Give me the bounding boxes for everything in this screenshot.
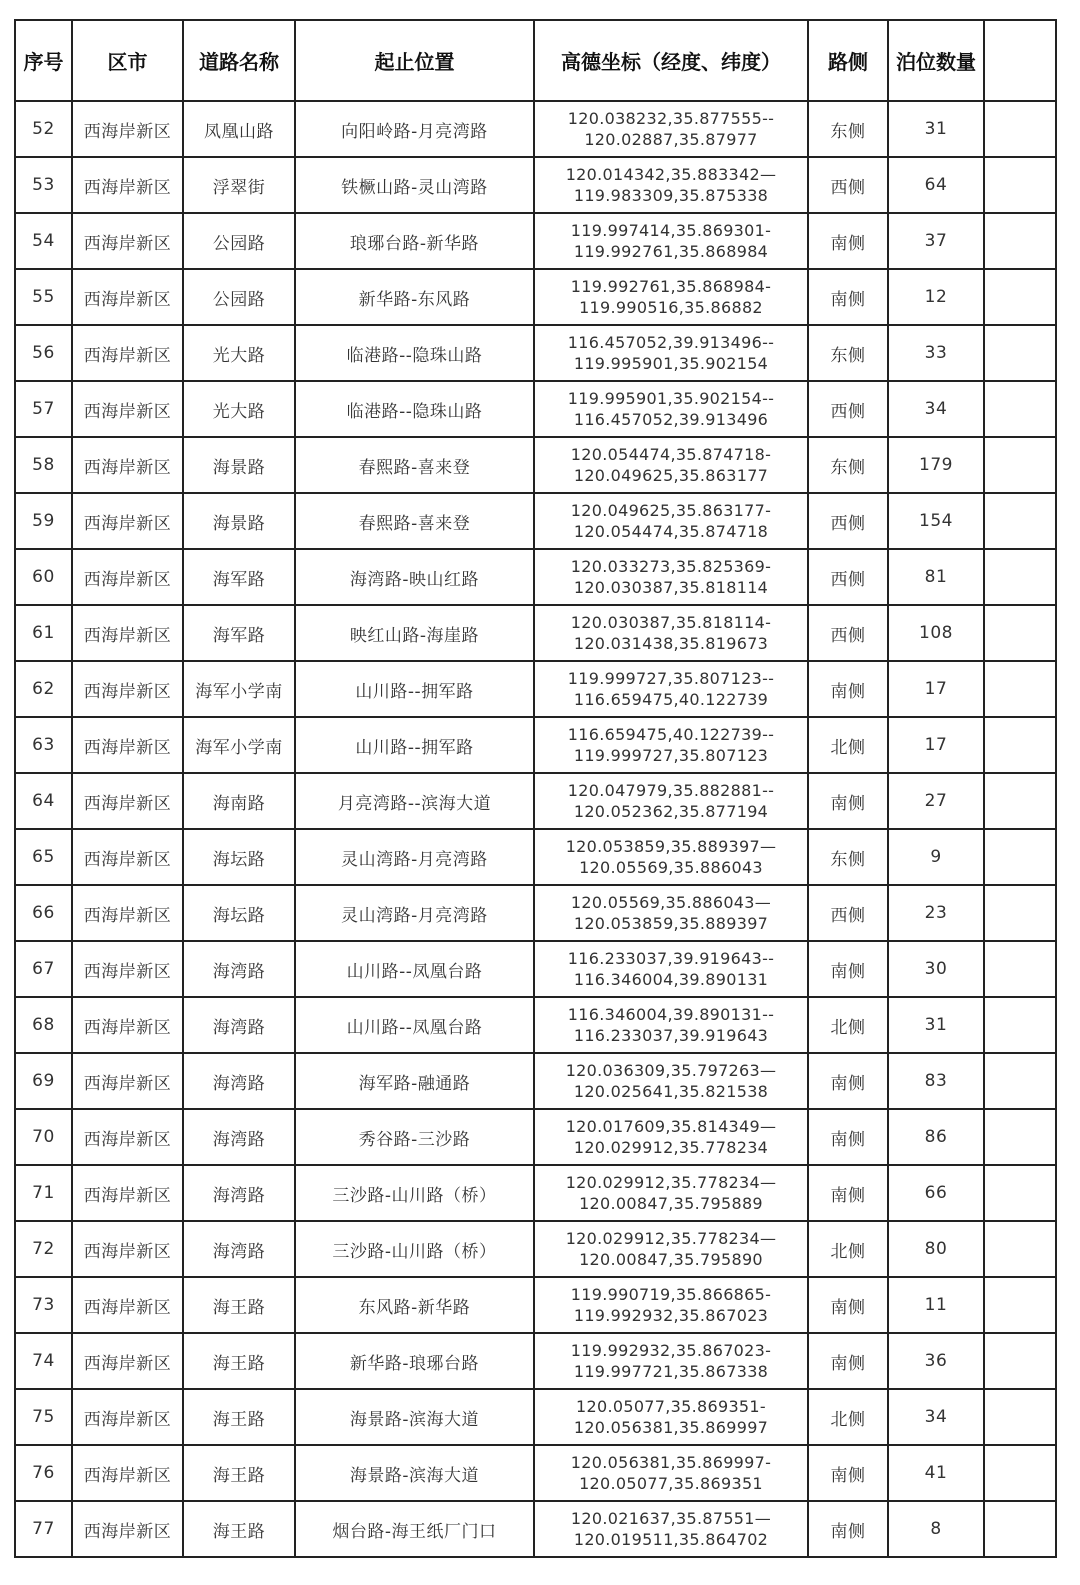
district-cell: 西海岸新区: [72, 717, 183, 773]
start-end-location-cell: 灵山湾路-月亮湾路: [295, 829, 534, 885]
start-end-location-cell: 秀谷路-三沙路: [295, 1109, 534, 1165]
start-coordinate: 120.05077,35.869351-: [576, 1397, 766, 1416]
district-cell: 西海岸新区: [72, 941, 183, 997]
road-side-cell: 东侧: [808, 829, 888, 885]
road-name-cell: 凤凰山路: [183, 101, 295, 157]
serial-number-cell: 70: [15, 1109, 72, 1165]
end-coordinate: 120.02887,35.87977: [584, 130, 758, 149]
table-row: [15, 829, 1056, 885]
end-coordinate: 119.995901,35.902154: [573, 354, 769, 373]
start-coordinate: 120.047979,35.882881--: [567, 781, 775, 800]
table-row: [15, 493, 1056, 549]
end-coordinate: 120.056381,35.869997: [573, 1418, 769, 1437]
table-row: [15, 157, 1056, 213]
start-coordinate: 116.457052,39.913496--: [567, 333, 775, 352]
berth-count-cell: 179: [888, 437, 984, 493]
road-side-cell: 西侧: [808, 885, 888, 941]
end-coordinate: 120.054474,35.874718: [573, 522, 769, 541]
serial-number-cell: 76: [15, 1445, 72, 1501]
berth-count-cell: 154: [888, 493, 984, 549]
road-side-cell: 西侧: [808, 605, 888, 661]
road-name-cell: 海湾路: [183, 1221, 295, 1277]
coordinates-cell: [534, 1277, 808, 1333]
table-row: [15, 997, 1056, 1053]
end-coordinate: 120.029912,35.778234: [573, 1138, 769, 1157]
start-end-location-cell: 山川路--拥军路: [295, 717, 534, 773]
start-end-location-cell: 山川路--凤凰台路: [295, 997, 534, 1053]
coordinates-cell: [534, 1053, 808, 1109]
table-row: [15, 717, 1056, 773]
district-cell: 西海岸新区: [72, 157, 183, 213]
end-coordinate: 116.659475,40.122739: [573, 690, 769, 709]
road-side-cell: 西侧: [808, 493, 888, 549]
road-side-cell: 南侧: [808, 1277, 888, 1333]
berth-count-cell: 17: [888, 661, 984, 717]
end-coordinate: 120.05569,35.886043: [579, 858, 763, 877]
blank-cell: [984, 1389, 1056, 1445]
start-end-location-cell: 春熙路-喜来登: [295, 493, 534, 549]
berth-count-cell: 80: [888, 1221, 984, 1277]
district-cell: 西海岸新区: [72, 773, 183, 829]
blank-cell: [984, 829, 1056, 885]
berth-count-cell: 17: [888, 717, 984, 773]
road-side-cell: 南侧: [808, 269, 888, 325]
blank-cell: [984, 717, 1056, 773]
road-side-cell: 西侧: [808, 549, 888, 605]
blank-cell: [984, 493, 1056, 549]
end-coordinate: 120.053859,35.889397: [573, 914, 769, 933]
road-name-cell: 海军路: [183, 605, 295, 661]
serial-number-cell: 66: [15, 885, 72, 941]
start-end-location-cell: 新华路-东风路: [295, 269, 534, 325]
blank-cell: [984, 773, 1056, 829]
start-coordinate: 119.997414,35.869301-: [570, 221, 772, 240]
serial-number-cell: 71: [15, 1165, 72, 1221]
blank-cell: [984, 325, 1056, 381]
start-end-location-cell: 山川路--凤凰台路: [295, 941, 534, 997]
berth-count-cell: 9: [888, 829, 984, 885]
table-row: [15, 1389, 1056, 1445]
header-berth-count: 泊位数量: [888, 20, 984, 101]
road-side-cell: 南侧: [808, 213, 888, 269]
start-coordinate: 119.992761,35.868984-: [570, 277, 772, 296]
end-coordinate: 120.030387,35.818114: [573, 578, 769, 597]
district-cell: 西海岸新区: [72, 605, 183, 661]
road-name-cell: 海王路: [183, 1277, 295, 1333]
blank-cell: [984, 661, 1056, 717]
district-cell: 西海岸新区: [72, 493, 183, 549]
road-side-cell: 北侧: [808, 1221, 888, 1277]
district-cell: 西海岸新区: [72, 1165, 183, 1221]
table-row: [15, 1109, 1056, 1165]
start-coordinate: 120.049625,35.863177-: [570, 501, 772, 520]
road-side-cell: 南侧: [808, 1501, 888, 1557]
berth-count-cell: 36: [888, 1333, 984, 1389]
serial-number-cell: 75: [15, 1389, 72, 1445]
serial-number-cell: 58: [15, 437, 72, 493]
berth-count-cell: 66: [888, 1165, 984, 1221]
berth-count-cell: 11: [888, 1277, 984, 1333]
serial-number-cell: 65: [15, 829, 72, 885]
start-coordinate: 120.033273,35.825369-: [570, 557, 772, 576]
start-coordinate: 119.992932,35.867023-: [570, 1341, 772, 1360]
district-cell: 西海岸新区: [72, 381, 183, 437]
berth-count-cell: 34: [888, 381, 984, 437]
coordinates-cell: [534, 885, 808, 941]
coordinates-cell: [534, 773, 808, 829]
road-side-cell: 南侧: [808, 661, 888, 717]
end-coordinate: 120.00847,35.795890: [579, 1250, 763, 1269]
road-name-cell: 海湾路: [183, 941, 295, 997]
berth-count-cell: 41: [888, 1445, 984, 1501]
coordinates-cell: [534, 1389, 808, 1445]
serial-number-cell: 57: [15, 381, 72, 437]
coordinates-cell: [534, 1109, 808, 1165]
district-cell: 西海岸新区: [72, 1333, 183, 1389]
road-name-cell: 海南路: [183, 773, 295, 829]
blank-cell: [984, 941, 1056, 997]
road-name-cell: 海坛路: [183, 885, 295, 941]
blank-cell: [984, 1165, 1056, 1221]
road-name-cell: 海景路: [183, 493, 295, 549]
road-side-cell: 南侧: [808, 1445, 888, 1501]
berth-count-cell: 23: [888, 885, 984, 941]
district-cell: 西海岸新区: [72, 1053, 183, 1109]
end-coordinate: 116.233037,39.919643: [573, 1026, 769, 1045]
road-side-cell: 东侧: [808, 325, 888, 381]
road-side-cell: 南侧: [808, 1333, 888, 1389]
start-coordinate: 116.346004,39.890131--: [567, 1005, 775, 1024]
road-name-cell: 光大路: [183, 381, 295, 437]
road-side-cell: 东侧: [808, 437, 888, 493]
berth-count-cell: 8: [888, 1501, 984, 1557]
serial-number-cell: 55: [15, 269, 72, 325]
start-end-location-cell: 山川路--拥军路: [295, 661, 534, 717]
end-coordinate: 119.999727,35.807123: [573, 746, 769, 765]
district-cell: 西海岸新区: [72, 1109, 183, 1165]
start-coordinate: 120.056381,35.869997-: [570, 1453, 772, 1472]
end-coordinate: 119.997721,35.867338: [573, 1362, 769, 1381]
blank-cell: [984, 605, 1056, 661]
serial-number-cell: 68: [15, 997, 72, 1053]
end-coordinate: 119.983309,35.875338: [573, 186, 769, 205]
table-row: [15, 437, 1056, 493]
district-cell: 西海岸新区: [72, 1445, 183, 1501]
coordinates-cell: [534, 325, 808, 381]
blank-cell: [984, 1333, 1056, 1389]
start-end-location-cell: 映红山路-海崖路: [295, 605, 534, 661]
district-cell: 西海岸新区: [72, 1389, 183, 1445]
table-row: [15, 773, 1056, 829]
road-name-cell: 海湾路: [183, 1109, 295, 1165]
end-coordinate: 119.992932,35.867023: [573, 1306, 769, 1325]
road-name-cell: 海湾路: [183, 1053, 295, 1109]
berth-count-cell: 30: [888, 941, 984, 997]
district-cell: 西海岸新区: [72, 661, 183, 717]
blank-cell: [984, 381, 1056, 437]
end-coordinate: 119.990516,35.86882: [579, 298, 763, 317]
end-coordinate: 120.049625,35.863177: [573, 466, 769, 485]
blank-cell: [984, 437, 1056, 493]
parking-table-container: [14, 19, 1057, 1558]
road-side-cell: 北侧: [808, 717, 888, 773]
road-side-cell: 南侧: [808, 1053, 888, 1109]
coordinates-cell: [534, 1165, 808, 1221]
berth-count-cell: 31: [888, 101, 984, 157]
coordinates-cell: [534, 661, 808, 717]
start-coordinate: 120.021637,35.87551—: [570, 1509, 772, 1528]
district-cell: 西海岸新区: [72, 829, 183, 885]
road-side-cell: 南侧: [808, 1165, 888, 1221]
start-coordinate: 120.036309,35.797263—: [565, 1061, 777, 1080]
start-coordinate: 116.233037,39.919643--: [567, 949, 775, 968]
header-blank: [984, 20, 1056, 101]
berth-count-cell: 12: [888, 269, 984, 325]
road-name-cell: 海王路: [183, 1445, 295, 1501]
table-row: [15, 1221, 1056, 1277]
serial-number-cell: 52: [15, 101, 72, 157]
coordinates-cell: [534, 1333, 808, 1389]
district-cell: 西海岸新区: [72, 1501, 183, 1557]
road-name-cell: 公园路: [183, 269, 295, 325]
start-coordinate: 120.053859,35.889397—: [565, 837, 777, 856]
start-end-location-cell: 临港路--隐珠山路: [295, 325, 534, 381]
start-coordinate: 116.659475,40.122739--: [567, 725, 775, 744]
district-cell: 西海岸新区: [72, 325, 183, 381]
end-coordinate: 119.992761,35.868984: [573, 242, 769, 261]
header-road-side: 路侧: [808, 20, 888, 101]
road-name-cell: 海坛路: [183, 829, 295, 885]
table-row: [15, 381, 1056, 437]
road-name-cell: 公园路: [183, 213, 295, 269]
coordinates-cell: [534, 605, 808, 661]
serial-number-cell: 61: [15, 605, 72, 661]
road-name-cell: 海军小学南: [183, 717, 295, 773]
header-amap-coordinates: 高德坐标（经度、纬度）: [534, 20, 808, 101]
serial-number-cell: 67: [15, 941, 72, 997]
header-serial-number: 序号: [15, 20, 72, 101]
start-coordinate: 120.014342,35.883342—: [565, 165, 777, 184]
berth-count-cell: 86: [888, 1109, 984, 1165]
coordinates-cell: [534, 213, 808, 269]
start-coordinate: 119.990719,35.866865-: [570, 1285, 772, 1304]
blank-cell: [984, 1109, 1056, 1165]
coordinates-cell: [534, 1445, 808, 1501]
header-start-end-location: 起止位置: [295, 20, 534, 101]
end-coordinate: 120.05077,35.869351: [579, 1474, 763, 1493]
serial-number-cell: 72: [15, 1221, 72, 1277]
start-end-location-cell: 三沙路-山川路（桥）: [295, 1221, 534, 1277]
berth-count-cell: 83: [888, 1053, 984, 1109]
coordinates-cell: [534, 829, 808, 885]
blank-cell: [984, 885, 1056, 941]
district-cell: 西海岸新区: [72, 213, 183, 269]
table-row: [15, 605, 1056, 661]
district-cell: 西海岸新区: [72, 1277, 183, 1333]
table-row: [15, 885, 1056, 941]
start-coordinate: 120.029912,35.778234—: [565, 1229, 777, 1248]
end-coordinate: 120.052362,35.877194: [573, 802, 769, 821]
blank-cell: [984, 213, 1056, 269]
blank-cell: [984, 157, 1056, 213]
table-header-row: [15, 20, 1056, 101]
start-end-location-cell: 铁橛山路-灵山湾路: [295, 157, 534, 213]
berth-count-cell: 81: [888, 549, 984, 605]
table-row: [15, 101, 1056, 157]
parking-berth-table: [14, 19, 1057, 1558]
blank-cell: [984, 1277, 1056, 1333]
start-end-location-cell: 新华路-琅琊台路: [295, 1333, 534, 1389]
serial-number-cell: 60: [15, 549, 72, 605]
blank-cell: [984, 1053, 1056, 1109]
coordinates-cell: [534, 493, 808, 549]
table-row: [15, 325, 1056, 381]
serial-number-cell: 56: [15, 325, 72, 381]
start-end-location-cell: 海景路-滨海大道: [295, 1445, 534, 1501]
berth-count-cell: 34: [888, 1389, 984, 1445]
road-name-cell: 浮翠街: [183, 157, 295, 213]
road-name-cell: 海王路: [183, 1389, 295, 1445]
blank-cell: [984, 549, 1056, 605]
road-side-cell: 东侧: [808, 101, 888, 157]
start-end-location-cell: 临港路--隐珠山路: [295, 381, 534, 437]
serial-number-cell: 53: [15, 157, 72, 213]
road-side-cell: 南侧: [808, 941, 888, 997]
start-end-location-cell: 三沙路-山川路（桥）: [295, 1165, 534, 1221]
blank-cell: [984, 1221, 1056, 1277]
road-side-cell: 南侧: [808, 773, 888, 829]
start-end-location-cell: 海军路-融通路: [295, 1053, 534, 1109]
road-name-cell: 光大路: [183, 325, 295, 381]
table-row: [15, 213, 1056, 269]
start-coordinate: 120.054474,35.874718-: [570, 445, 772, 464]
district-cell: 西海岸新区: [72, 437, 183, 493]
coordinates-cell: [534, 1501, 808, 1557]
district-cell: 西海岸新区: [72, 997, 183, 1053]
district-cell: 西海岸新区: [72, 549, 183, 605]
start-end-location-cell: 烟台路-海王纸厂门口: [295, 1501, 534, 1557]
start-coordinate: 120.05569,35.886043—: [570, 893, 772, 912]
berth-count-cell: 27: [888, 773, 984, 829]
start-coordinate: 119.999727,35.807123--: [567, 669, 775, 688]
coordinates-cell: [534, 157, 808, 213]
start-coordinate: 120.017609,35.814349—: [565, 1117, 777, 1136]
berth-count-cell: 108: [888, 605, 984, 661]
end-coordinate: 120.019511,35.864702: [573, 1530, 769, 1549]
road-side-cell: 西侧: [808, 381, 888, 437]
road-side-cell: 北侧: [808, 1389, 888, 1445]
road-name-cell: 海王路: [183, 1501, 295, 1557]
table-row: [15, 941, 1056, 997]
road-name-cell: 海湾路: [183, 997, 295, 1053]
start-coordinate: 120.030387,35.818114-: [570, 613, 772, 632]
start-end-location-cell: 琅琊台路-新华路: [295, 213, 534, 269]
coordinates-cell: [534, 717, 808, 773]
road-name-cell: 海湾路: [183, 1165, 295, 1221]
start-end-location-cell: 灵山湾路-月亮湾路: [295, 885, 534, 941]
district-cell: 西海岸新区: [72, 269, 183, 325]
district-cell: 西海岸新区: [72, 885, 183, 941]
start-coordinate: 119.995901,35.902154--: [567, 389, 775, 408]
road-name-cell: 海景路: [183, 437, 295, 493]
serial-number-cell: 74: [15, 1333, 72, 1389]
serial-number-cell: 73: [15, 1277, 72, 1333]
start-end-location-cell: 月亮湾路--滨海大道: [295, 773, 534, 829]
table-row: [15, 1165, 1056, 1221]
start-coordinate: 120.038232,35.877555--: [567, 109, 775, 128]
berth-count-cell: 37: [888, 213, 984, 269]
header-road-name: 道路名称: [183, 20, 295, 101]
coordinates-cell: [534, 437, 808, 493]
road-name-cell: 海军小学南: [183, 661, 295, 717]
serial-number-cell: 77: [15, 1501, 72, 1557]
coordinates-cell: [534, 549, 808, 605]
table-row: [15, 1445, 1056, 1501]
start-coordinate: 120.029912,35.778234—: [565, 1173, 777, 1192]
table-row: [15, 1501, 1056, 1557]
coordinates-cell: [534, 381, 808, 437]
end-coordinate: 120.031438,35.819673: [573, 634, 769, 653]
start-end-location-cell: 东风路-新华路: [295, 1277, 534, 1333]
serial-number-cell: 62: [15, 661, 72, 717]
table-row: [15, 661, 1056, 717]
end-coordinate: 116.346004,39.890131: [573, 970, 769, 989]
district-cell: 西海岸新区: [72, 1221, 183, 1277]
blank-cell: [984, 101, 1056, 157]
table-row: [15, 1053, 1056, 1109]
serial-number-cell: 63: [15, 717, 72, 773]
road-side-cell: 西侧: [808, 157, 888, 213]
serial-number-cell: 69: [15, 1053, 72, 1109]
coordinates-cell: [534, 997, 808, 1053]
start-end-location-cell: 春熙路-喜来登: [295, 437, 534, 493]
table-body: [15, 101, 1056, 1557]
end-coordinate: 116.457052,39.913496: [573, 410, 769, 429]
table-row: [15, 269, 1056, 325]
berth-count-cell: 64: [888, 157, 984, 213]
coordinates-cell: [534, 941, 808, 997]
district-cell: 西海岸新区: [72, 101, 183, 157]
start-end-location-cell: 向阳岭路-月亮湾路: [295, 101, 534, 157]
road-side-cell: 北侧: [808, 997, 888, 1053]
blank-cell: [984, 1501, 1056, 1557]
end-coordinate: 120.00847,35.795889: [579, 1194, 763, 1213]
serial-number-cell: 64: [15, 773, 72, 829]
header-district: 区市: [72, 20, 183, 101]
coordinates-cell: [534, 1221, 808, 1277]
table-row: [15, 1277, 1056, 1333]
coordinates-cell: [534, 269, 808, 325]
berth-count-cell: 33: [888, 325, 984, 381]
serial-number-cell: 54: [15, 213, 72, 269]
serial-number-cell: 59: [15, 493, 72, 549]
blank-cell: [984, 997, 1056, 1053]
road-side-cell: 南侧: [808, 1109, 888, 1165]
road-name-cell: 海军路: [183, 549, 295, 605]
blank-cell: [984, 269, 1056, 325]
start-end-location-cell: 海湾路-映山红路: [295, 549, 534, 605]
table-row: [15, 549, 1056, 605]
berth-count-cell: 31: [888, 997, 984, 1053]
road-name-cell: 海王路: [183, 1333, 295, 1389]
end-coordinate: 120.025641,35.821538: [573, 1082, 769, 1101]
blank-cell: [984, 1445, 1056, 1501]
coordinates-cell: [534, 101, 808, 157]
table-row: [15, 1333, 1056, 1389]
start-end-location-cell: 海景路-滨海大道: [295, 1389, 534, 1445]
